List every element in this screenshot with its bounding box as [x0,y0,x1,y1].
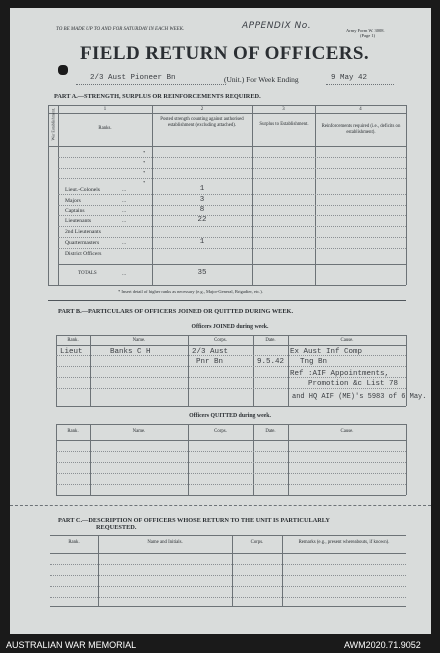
posted-value: 1 [199,185,205,193]
part-c-col-remarks: Remarks (e.g., present whereabouts, if known). [298,540,390,545]
col-number-4: 4 [359,107,362,112]
page-ref: (Page 1) [360,33,376,38]
quitted-col-name: Name. [132,429,146,434]
war-establishment-label: War Establishment. [50,107,56,141]
quitted-col-cause: Cause. [340,429,354,434]
joined-title: Officers JOINED during week. [191,324,269,330]
ink-blot [58,65,68,75]
posted-value: 1 [199,238,205,246]
joined-rank: Lieut [60,348,83,356]
quitted-title: Officers QUITTED during week. [189,413,271,419]
joined-col-corps: Corps. [214,338,227,343]
rank-label: District Officers [65,251,102,257]
part-b-title: PART B.—PARTICULARS OF OFFICERS JOINED OR QUITTED DURING WEEK. [58,308,294,315]
quitted-col-date: Date. [265,429,276,434]
joined-cause: Ex Aust Inf Comp [290,348,363,356]
unit-label: (Unit.) For Week Ending [224,75,299,84]
posted-value: 8 [199,206,205,214]
footer-catalogue-id: AWM2020.71.9052 [344,640,421,650]
surplus-header: Surplus to Establishment. [259,122,309,127]
footer-source: AUSTRALIAN WAR MEMORIAL [6,640,137,650]
posted-header: Posted strength counting against authorised establishment (excluding attached). [160,117,244,128]
rank-dots: ... [122,187,127,193]
part-c-col-corps: Corps. [250,540,264,545]
totals-value: 35 [197,269,207,277]
posted-value: 22 [197,216,207,224]
ranks-header: Ranks. [98,126,112,131]
joined-name: Banks C H [110,348,151,356]
joined-date: 9.5.42 [257,358,285,366]
top-note: TO BE MADE UP TO AND FOR SATURDAY IN EACH WEEK. [56,27,185,32]
quitted-col-rank: Rank. [67,429,79,434]
part-c-col-rank: Rank. [68,540,80,545]
rank-label: 2nd Lieutenants [65,229,101,235]
part-a-footnote: * Insert detail of higher ranks as necessary (e.g., Major-General, Brigadier, etc.). [118,289,263,294]
rank-label: Lieut.-Colonels [65,187,100,193]
col-number-1: 1 [103,107,107,112]
form-title: FIELD RETURN OF OFFICERS. [80,43,370,64]
rank-label: Lieutenants [65,218,92,224]
part-c-title: PART C.—DESCRIPTION OF OFFICERS WHOSE RETURN TO THE UNIT IS PARTICULARLY [58,517,330,524]
totals-label: TOTALS [78,271,97,276]
quitted-col-corps: Corps. [214,429,227,434]
part-a-title: PART A.—STRENGTH, SURPLUS OR REINFORCEMENTS REQUIRED. [54,93,261,100]
joined-reference: Ref :AIF Appointments, [290,370,390,378]
joined-col-name: Name. [132,338,146,343]
joined-reference: Promotion &c List 78 [308,380,399,388]
rank-dots: ... [122,240,127,246]
part-c-title-continued: REQUESTED. [96,524,137,531]
joined-corps: 2/3 Aust [192,348,229,356]
form-page: TO BE MADE UP TO AND FOR SATURDAY IN EACH WEEK. APPENDIX No. Army Form W. 3008. (Page 1) FIELD RETURN OF OFFICERS. 2/3 Aust Pioneer Bn (Unit.) For Week Ending 9 May 42 PART A.—STRENGTH, SURPLUS OR REINFORCEMENTS REQUIRED. 1 2 3 4 War Establishment. Ranks. Posted strength counting against authorised establishment (excluding attached). Surplus to Establishment. Reinforcements required (i.e., deficits on establishment). * * * * Lieut.-Colonels ... 1 Majors ... 3 Captains ... 8 Lieutenants ... 22 2nd Lieutenants Quartermasters ... 1 District Officers TOTALS ... 35 * Insert detail of higher ranks as necessary (e.g., Major-General, Brigadier, etc.). PART B.—PARTICULARS OF OFFICERS JOINED OR QUITTED DURING WEEK. Officers JOINED during week. Rank. Name. Corps. Date. Cause. Lieut Banks C H 2/3 Aust Pnr Bn 9.5.42 Ex Aust Inf Comp Tng Bn Ref :AIF Appointments, Promotion &c List 78 and HQ AIF (ME)'s 5983 of 6 May. Officers QUITTED during week. Rank. Name. Corps. Date. Cause. PART C.—DESCRIPTION OF OFFICERS WHOSE RETURN TO THE UNIT IS PARTICULARLY REQUESTED. Rank. Name and Initials. Corps. Remarks (e.g., present whereabouts, if known). [10,8,431,634]
joined-reference: and HQ AIF (ME)'s 5983 of 6 May. [292,393,427,401]
rank-label: Quartermasters [65,240,100,246]
week-ending: 9 May 42 [331,74,368,82]
joined-col-rank: Rank. [67,338,79,343]
rank-label: Majors [65,198,81,204]
appendix-note: APPENDIX No. [242,21,312,31]
rank-dots: ... [122,198,127,204]
rank-label: Captains [65,208,85,214]
posted-value: 3 [199,196,205,204]
joined-corps: Pnr Bn [196,358,224,366]
joined-cause: Tng Bn [300,358,328,366]
part-c-col-name: Name and Initials. [147,540,183,545]
col-number-2: 2 [200,107,204,112]
army-form-ref: Army Form W. 3008. [346,28,385,33]
reinforcements-header: Reinforcements required (i.e., deficits on establishment). [321,124,401,135]
rank-dots: ... [122,208,127,214]
rank-dots: ... [122,218,127,224]
unit-name: 2/3 Aust Pioneer Bn [90,74,176,82]
joined-col-cause: Cause. [340,338,354,343]
joined-col-date: Date. [265,338,276,343]
col-number-3: 3 [282,107,285,112]
